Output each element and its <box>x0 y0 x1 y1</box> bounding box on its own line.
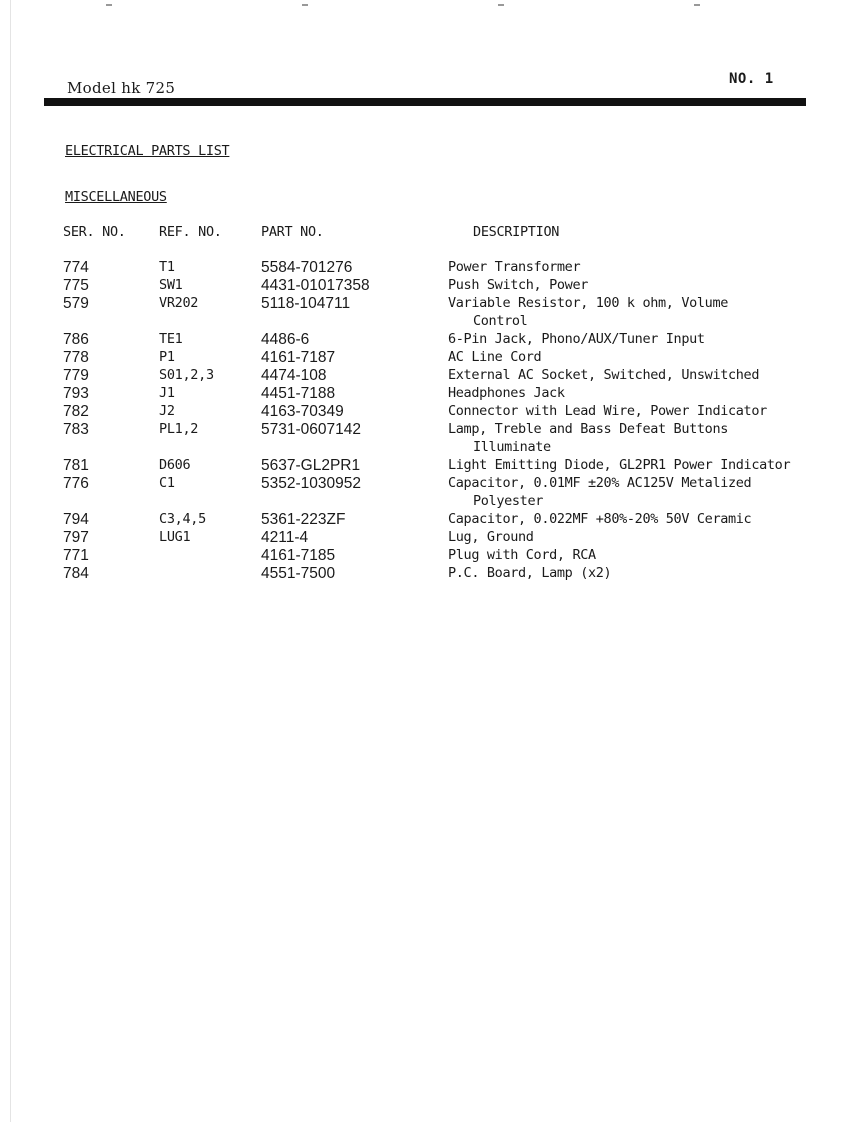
ref-no: C3,4,5 <box>159 511 206 527</box>
section-heading: MISCELLANEOUS <box>65 189 167 205</box>
part-no: 5361-223ZF <box>261 511 346 528</box>
ref-no: SW1 <box>159 277 183 293</box>
part-no: 4211-4 <box>261 529 309 546</box>
description: External AC Socket, Switched, Unswitched <box>448 367 760 383</box>
ref-no: D606 <box>159 457 191 473</box>
part-no: 5584-701276 <box>261 259 353 276</box>
description: AC Line Cord <box>448 349 542 365</box>
ser-no: 786 <box>63 331 89 348</box>
ref-no: LUG1 <box>159 529 191 545</box>
ser-no: 794 <box>63 511 89 528</box>
ser-no: 797 <box>63 529 89 546</box>
part-no: 4486-6 <box>261 331 310 348</box>
ref-no: TE1 <box>159 331 183 347</box>
page-number: NO. 1 <box>729 71 774 87</box>
part-no: 4551-7500 <box>261 565 336 582</box>
ref-no: J2 <box>159 403 175 419</box>
ser-no: 783 <box>63 421 89 438</box>
ref-no: T1 <box>159 259 175 275</box>
description: Lamp, Treble and Bass Defeat Buttons <box>448 421 728 437</box>
header-rule <box>44 98 806 106</box>
ser-no: 782 <box>63 403 89 420</box>
ser-no: 779 <box>63 367 89 384</box>
ser-no: 771 <box>63 547 89 564</box>
description: Headphones Jack <box>448 385 565 401</box>
description-continued: Control <box>473 313 528 329</box>
column-header-ref-no: REF. NO. <box>159 224 222 240</box>
description: Connector with Lead Wire, Power Indicator <box>448 403 767 419</box>
registration-mark <box>302 4 308 6</box>
registration-mark <box>106 4 112 6</box>
part-no: 5637-GL2PR1 <box>261 457 361 474</box>
description: Power Transformer <box>448 259 581 275</box>
registration-mark <box>498 4 504 6</box>
registration-mark <box>694 4 700 6</box>
ref-no: VR202 <box>159 295 199 311</box>
ref-no: S01,2,3 <box>159 367 214 383</box>
ref-no: PL1,2 <box>159 421 199 437</box>
ser-no: 776 <box>63 475 89 492</box>
description: P.C. Board, Lamp (x2) <box>448 565 612 581</box>
ser-no: 579 <box>63 295 89 312</box>
ser-no: 774 <box>63 259 89 276</box>
description-continued: Polyester <box>473 493 543 509</box>
column-header-ser-no: SER. NO. <box>63 224 126 240</box>
description: Plug with Cord, RCA <box>448 547 596 563</box>
ser-no: 778 <box>63 349 89 366</box>
description: Light Emitting Diode, GL2PR1 Power Indicator <box>448 457 791 473</box>
description: 6-Pin Jack, Phono/AUX/Tuner Input <box>448 331 705 347</box>
part-no: 4163-70349 <box>261 403 344 420</box>
column-header-part-no: PART NO. <box>261 224 324 240</box>
description: Variable Resistor, 100 k ohm, Volume <box>448 295 728 311</box>
part-no: 4474-108 <box>261 367 327 384</box>
part-no: 4451-7188 <box>261 385 336 402</box>
part-no: 4161-7187 <box>261 349 336 366</box>
column-header-description: DESCRIPTION <box>473 224 560 240</box>
description: Capacitor, 0.01MF ±20% AC125V Metalized <box>448 475 752 491</box>
left-margin-rule <box>10 0 11 1122</box>
description: Capacitor, 0.022MF +80%-20% 50V Ceramic <box>448 511 752 527</box>
part-no: 5118-104711 <box>261 295 351 312</box>
document-title: ELECTRICAL PARTS LIST <box>65 143 230 159</box>
part-no: 5352-1030952 <box>261 475 361 492</box>
ser-no: 784 <box>63 565 89 582</box>
description: Lug, Ground <box>448 529 534 545</box>
description: Push Switch, Power <box>448 277 588 293</box>
description-continued: Illuminate <box>473 439 551 455</box>
part-no: 4431-01017358 <box>261 277 370 294</box>
ref-no: J1 <box>159 385 175 401</box>
model-label: Model hk 725 <box>67 79 176 97</box>
ser-no: 793 <box>63 385 89 402</box>
ref-no: C1 <box>159 475 175 491</box>
ref-no: P1 <box>159 349 175 365</box>
top-registration-marks <box>0 0 866 14</box>
part-no: 4161-7185 <box>261 547 336 564</box>
ser-no: 775 <box>63 277 89 294</box>
ser-no: 781 <box>63 457 89 474</box>
part-no: 5731-0607142 <box>261 421 361 438</box>
